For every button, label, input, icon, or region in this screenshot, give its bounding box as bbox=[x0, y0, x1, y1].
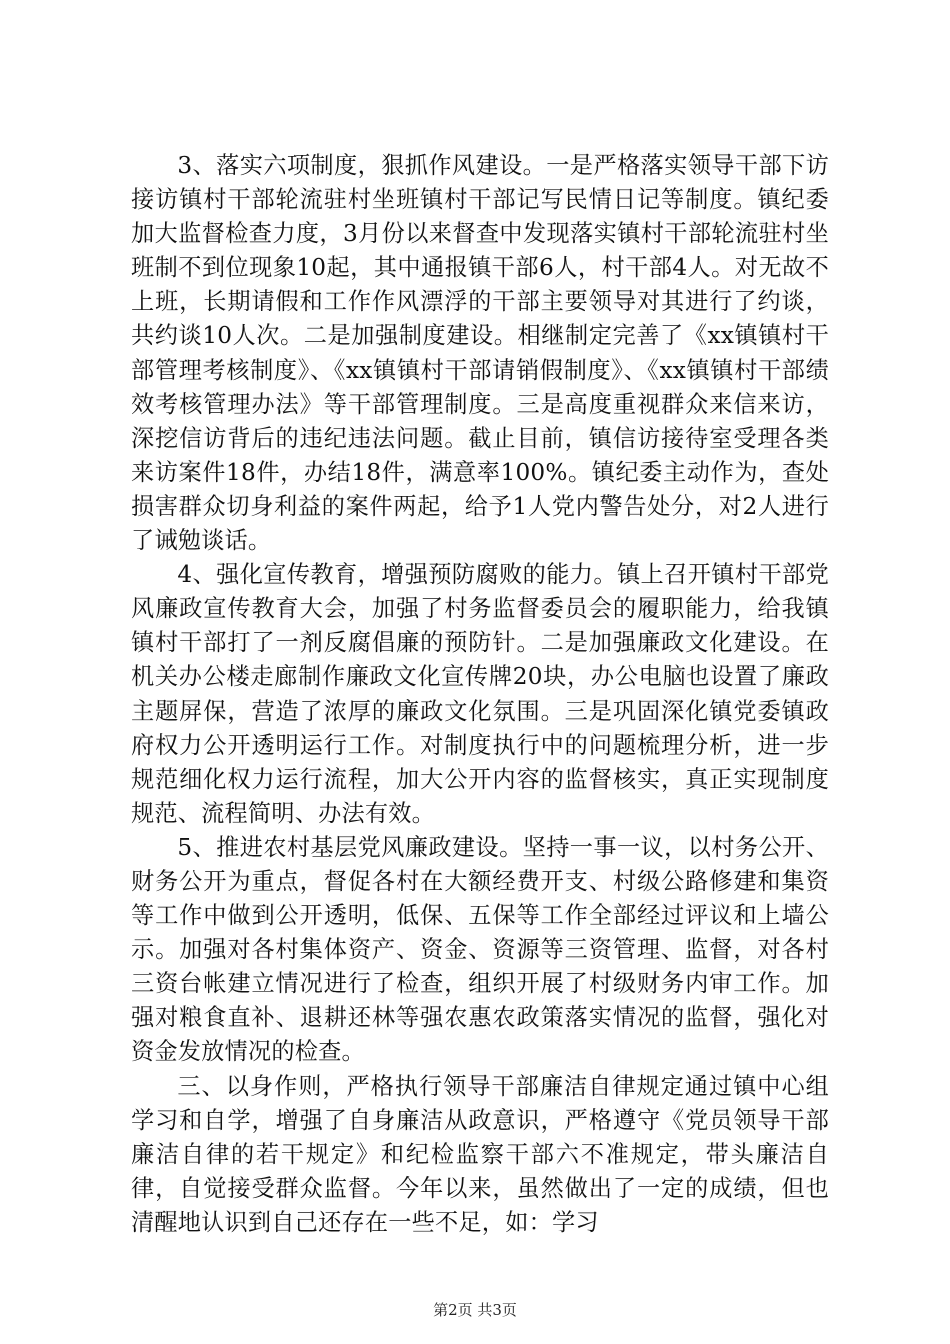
page-number-footer: 第2页 共3页 bbox=[433, 1301, 517, 1319]
document-body bbox=[131, 149, 829, 1240]
paragraph-section-4: 4、强化宣传教育，增强预防腐败的能力。镇上召开镇村干部党风廉政宣传教育大会，加强了村务监督委员会的履职能力，给我镇镇村干部打了一剂反腐倡廉的预防针。二是加强廉政文化建设。在机关办公楼走廊制作廉政文化宣传牌20块，办公电脑也设置了廉政主题屏保，营造了浓厚的廉政文化氛围。三是巩固深化镇党委镇政府权力公开透明运行工作。对制度执行中的问题梳理分析，进一步规范细化权力运行流程，加大公开内容的监督核实，真正实现制度规范、流程简明、办法有效。 bbox=[131, 561, 829, 827]
paragraph-section-3: 3、落实六项制度，狠抓作风建设。一是严格落实领导干部下访接访镇村干部轮流驻村坐班镇村干部记写民情日记等制度。镇纪委加大监督检查力度，3月份以来督查中发现落实镇村干部轮流驻村坐班制不到位现象10起，其中通报镇干部6人，村干部4人。对无故不上班，长期请假和工作作风漂浮的干部主要领导对其进行了约谈，共约谈10人次。二是加强制度建设。相继制定完善了《xx镇镇村干部管理考核制度》、《xx镇镇村干部请销假制度》、《xx镇镇村干部绩效考核管理办法》等干部管理制度。三是高度重视群众来信来访，深挖信访背后的违纪违法问题。截止目前，镇信访接待室受理各类来访案件18件，办结18件，满意率100%。镇纪委主动作为，查处损害群众切身利益的案件两起，给予1人党内警告处分，对2人进行了诫勉谈话。 bbox=[131, 152, 829, 555]
paragraph-section-5: 5、推进农村基层党风廉政建设。坚持一事一议，以村务公开、财务公开为重点，督促各村在大额经费开支、村级公路修建和集资等工作中做到公开透明，低保、五保等工作全部经过评议和上墙公示。加强对各村集体资产、资金、资源等三资管理、监督，对各村三资台帐建立情况进行了检查，组织开展了村级财务内审工作。加强对粮食直补、退耕还林等强农惠农政策落实情况的监督，强化对资金发放情况的检查。 bbox=[131, 833, 829, 1066]
paragraph-part-three: 三、以身作则，严格执行领导干部廉洁自律规定通过镇中心组学习和自学，增强了自身廉洁从政意识，严格遵守《党员领导干部廉洁自律的若干规定》和纪检监察干部六不准规定，带头廉洁自律，自觉接受群众监督。今年以来，虽然做出了一定的成绩，但也清醒地认识到自己还存在一些不足，如：学习 bbox=[131, 1072, 829, 1236]
